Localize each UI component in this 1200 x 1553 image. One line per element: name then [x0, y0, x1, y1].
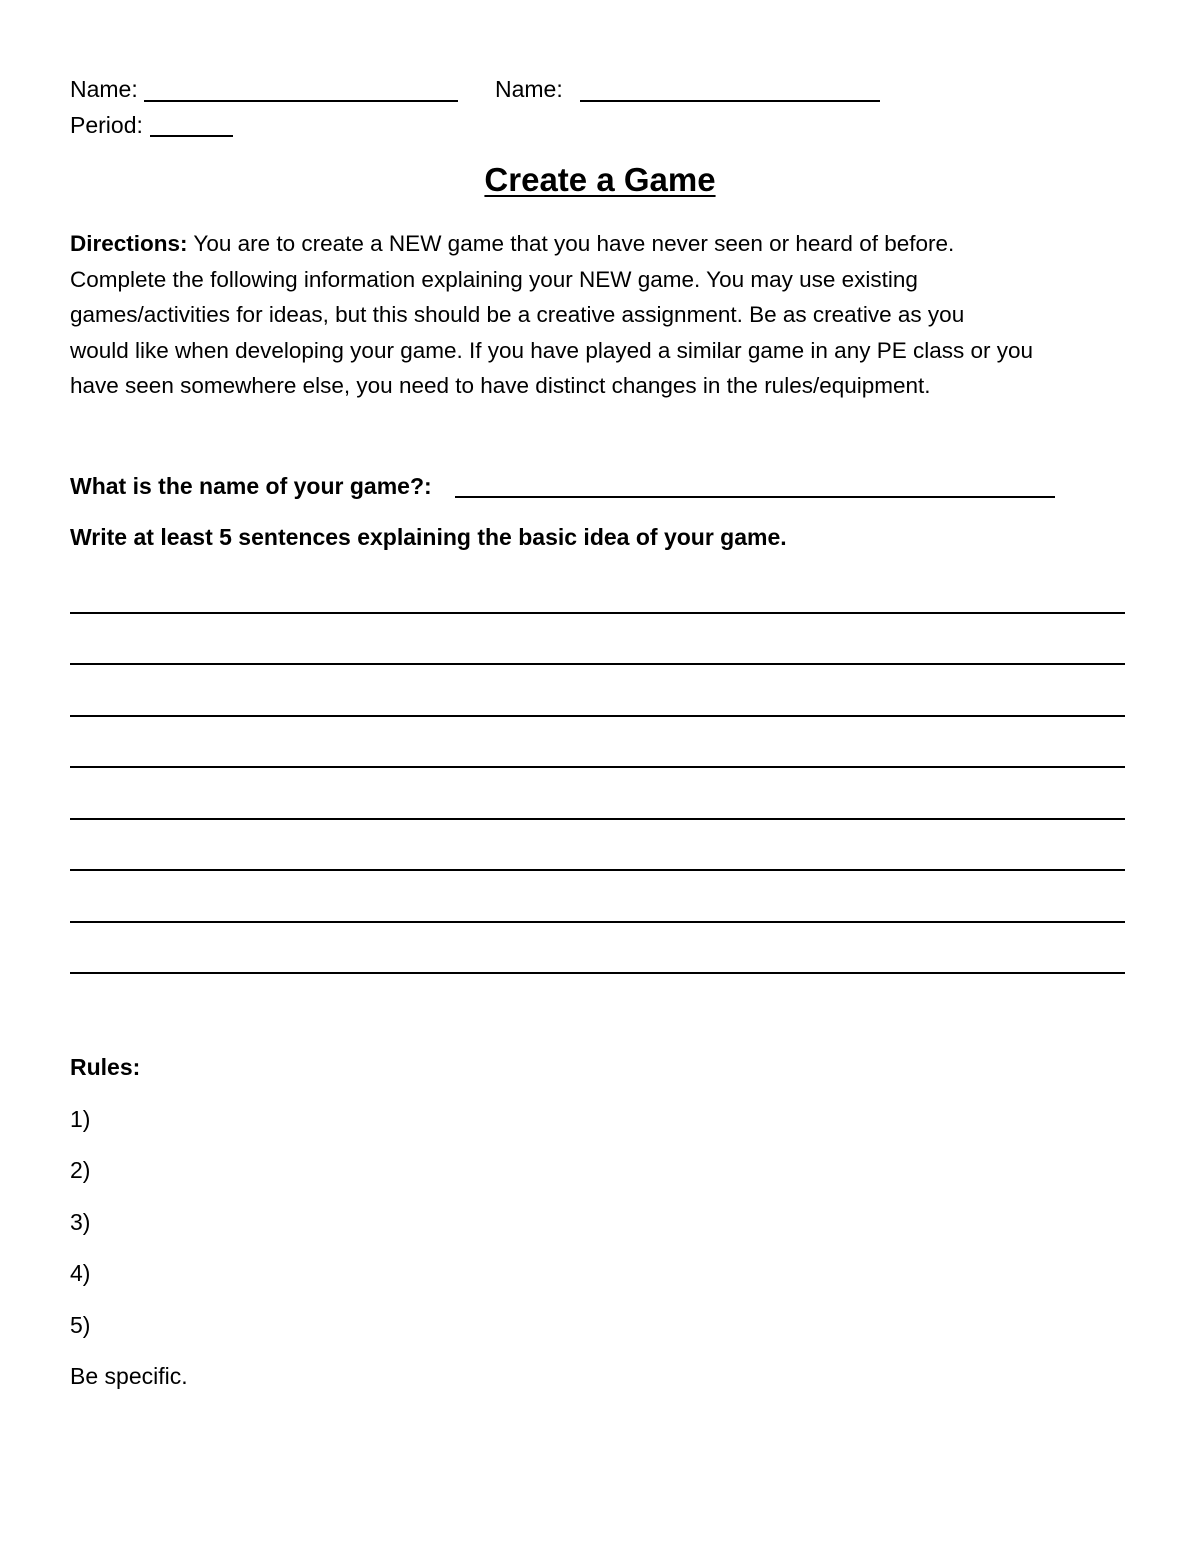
writing-line-8[interactable] — [70, 972, 1125, 974]
name-label-1: Name: — [70, 76, 138, 102]
writing-line-4[interactable] — [70, 766, 1125, 768]
directions-line-3: games/activities for ideas, but this should be a creative assignment. Be as creative as you — [70, 302, 965, 327]
directions-line-1 — [70, 226, 1140, 262]
name-field-2[interactable] — [580, 100, 880, 102]
rule-item-1: 1) — [70, 1106, 91, 1132]
rule-item-2: 2) — [70, 1157, 91, 1183]
rules-footer: Be specific. — [70, 1363, 188, 1389]
directions-line-5: have seen somewhere else, you need to have distinct changes in the rules/equipment. — [70, 373, 931, 398]
rule-item-3: 3) — [70, 1209, 91, 1235]
rules-heading: Rules: — [70, 1054, 141, 1080]
explain-prompt: Write at least 5 sentences explaining the basic idea of your game. — [70, 524, 787, 550]
writing-line-1[interactable] — [70, 612, 1125, 614]
writing-line-6[interactable] — [70, 869, 1125, 871]
writing-line-5[interactable] — [70, 818, 1125, 820]
writing-line-2[interactable] — [70, 663, 1125, 665]
name-label-2: Name: — [495, 76, 563, 102]
page-title: Create a Game — [484, 161, 716, 198]
period-field[interactable] — [150, 135, 233, 137]
rule-item-5: 5) — [70, 1312, 91, 1338]
period-label: Period: — [70, 112, 143, 138]
directions-line-2: Complete the following information explaining your NEW game. You may use existing — [70, 266, 918, 292]
game-name-field[interactable] — [455, 496, 1055, 498]
rule-item-4: 4) — [70, 1260, 91, 1286]
directions-text-1: You are to create a NEW game that you have never seen or heard of before. — [187, 231, 955, 256]
game-name-question: What is the name of your game?: — [70, 473, 432, 499]
name-field-1[interactable] — [144, 100, 458, 102]
directions-line-4: would like when developing your game. If you have played a similar game in any PE class or you — [70, 337, 1034, 363]
writing-line-7[interactable] — [70, 921, 1125, 923]
writing-line-3[interactable] — [70, 715, 1125, 717]
directions-label: Directions: — [70, 231, 188, 256]
directions-paragraph — [70, 226, 1140, 404]
